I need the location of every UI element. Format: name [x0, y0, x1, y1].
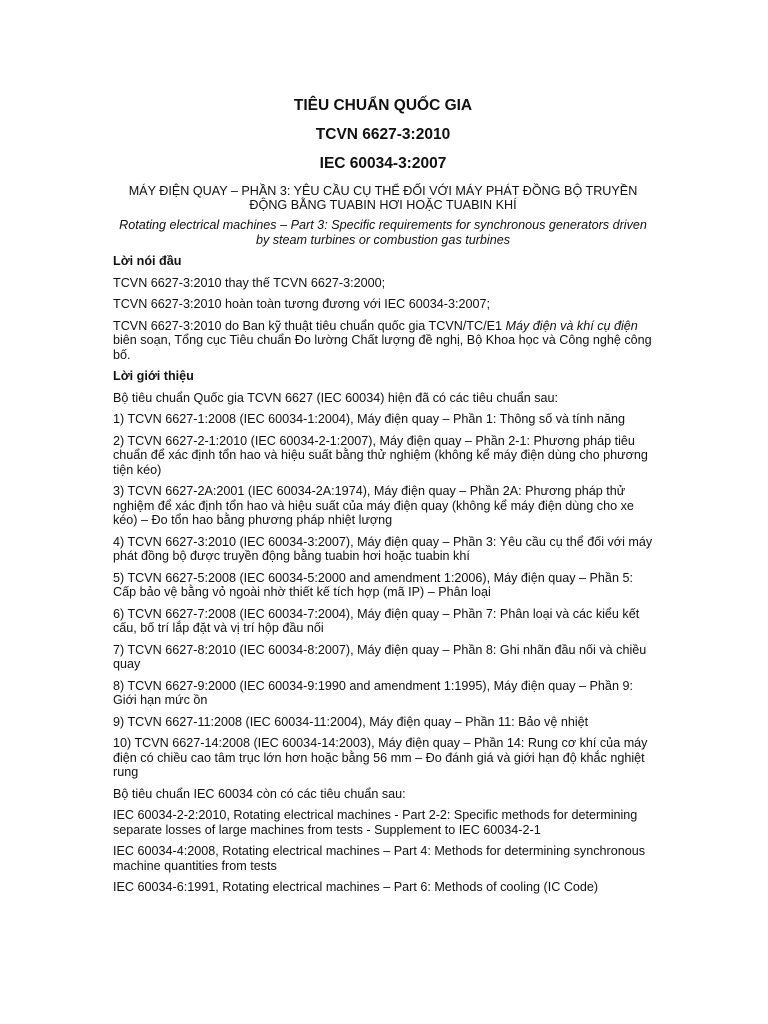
standard-list-item: 5) TCVN 6627-5:2008 (IEC 60034-5:2000 and amendment 1:2006), Máy điện quay – Phần 5: Cấp bảo vệ bằng vỏ ngoài nhờ thiết kế tích hợp (mã IP) – Phân loại	[113, 570, 633, 599]
standard-number: TCVN 6627-3:2010	[315, 126, 451, 143]
committee-name: Máy điện và khí cụ điện	[505, 318, 638, 333]
standard-list-item: 9) TCVN 6627-11:2008 (IEC 60034-11:2004), Máy điện quay – Phần 11: Bảo vệ nhiệt	[113, 714, 589, 729]
standard-list-item: 6) TCVN 6627-7:2008 (IEC 60034-7:2004), Máy điện quay – Phần 7: Phân loại và các kiểu kết cấu, bố trí lắp đặt và vị trí hộp đầu nối	[113, 606, 640, 635]
iec-list-intro: Bộ tiêu chuẩn IEC 60034 còn có các tiêu chuẩn sau:	[113, 786, 406, 801]
standard-list-item: 10) TCVN 6627-14:2008 (IEC 60034-14:2003), Máy điện quay – Phần 14: Rung cơ khí của máy điện có chiều cao tâm trục lớn hơn hoặc bằng 56 mm – Đo đánh giá và giới hạn độ khắc nghiệt rung	[113, 736, 648, 779]
foreword-paragraph: TCVN 6627-3:2010 hoàn toàn tương đương với IEC 60034-3:2007;	[113, 297, 491, 311]
foreword-paragraph: TCVN 6627-3:2010 thay thế TCVN 6627-3:2000;	[113, 275, 386, 290]
standard-list-item: 8) TCVN 6627-9:2000 (IEC 60034-9:1990 and amendment 1:1995), Máy điện quay – Phần 9: Giới hạn mức ồn	[113, 678, 633, 707]
iec-list-item: IEC 60034-6:1991, Rotating electrical machines – Part 6: Methods of cooling (IC Code)	[113, 880, 599, 894]
introduction-paragraph: Bộ tiêu chuẩn Quốc gia TCVN 6627 (IEC 60034) hiện đã có các tiêu chuẩn sau:	[113, 390, 559, 405]
standard-list-item: 1) TCVN 6627-1:2008 (IEC 60034-1:2004), Máy điện quay – Phần 1: Thông số và tính năng	[113, 412, 626, 426]
standard-list-item: 2) TCVN 6627-2-1:2010 (IEC 60034-2-1:2007), Máy điện quay – Phần 2-1: Phương pháp tiêu chuẩn để xác định tổn hao và hiệu suất bằng thử nghiệm (không kể máy điện dùng cho phương tiện kéo)	[113, 433, 648, 477]
subtitle-vietnamese: MÁY ĐIỆN QUAY – PHẦN 3: YÊU CẦU CỤ THỂ ĐỐI VỚI MÁY PHÁT ĐỒNG BỘ TRUYỀN ĐỘNG BẰNG TUABIN HƠI HOẶC TUABIN KHÍ	[128, 184, 638, 212]
iec-list-item: IEC 60034-4:2008, Rotating electrical machines – Part 4: Methods for determining synchronous machine quantities from tests	[113, 844, 646, 873]
document-content	[113, 97, 653, 902]
iec-standard-number: IEC 60034-3:2007	[319, 155, 447, 172]
introduction-heading: Lời giới thiệu	[113, 369, 194, 383]
standard-list-item: 7) TCVN 6627-8:2010 (IEC 60034-8:2007), Máy điện quay – Phần 8: Ghi nhãn đầu nối và chiều quay	[113, 642, 647, 671]
iec-list-item: IEC 60034-2-2:2010, Rotating electrical machines - Part 2-2: Specific methods for determining separate losses of large machines from tests - Supplement to IEC 60034-2-1	[113, 808, 638, 837]
foreword-heading: Lời nói đầu	[113, 254, 182, 268]
document-title: TIÊU CHUẨN QUỐC GIA	[293, 97, 473, 114]
foreword-text: TCVN 6627-3:2010 do Ban kỹ thuật tiêu chuẩn quốc gia TCVN/TC/E1	[113, 318, 506, 333]
standard-list-item: 4) TCVN 6627-3:2010 (IEC 60034-3:2007), Máy điện quay – Phần 3: Yêu cầu cụ thể đối với máy phát đồng bộ được truyền động bằng tuabin hơi hoặc tuabin khí	[113, 534, 653, 563]
standard-list-item: 3) TCVN 6627-2A:2001 (IEC 60034-2A:1974), Máy điện quay – Phần 2A: Phương pháp thử nghiệm để xác định tổn hao và hiệu suất của máy điện quay (không kể máy điện dùng cho xe kéo) – Đo tổn hao bằng phương pháp nhiệt lượng	[113, 484, 634, 527]
foreword-text: biên soạn, Tổng cục Tiêu chuẩn Đo lường Chất lượng đề nghị, Bộ Khoa học và Công nghệ công bố.	[113, 333, 652, 362]
subtitle-english: Rotating electrical machines – Part 3: Specific requirements for synchronous generators driven by steam turbines or combustion gas turbines	[119, 218, 647, 247]
foreword-paragraph	[113, 319, 653, 363]
